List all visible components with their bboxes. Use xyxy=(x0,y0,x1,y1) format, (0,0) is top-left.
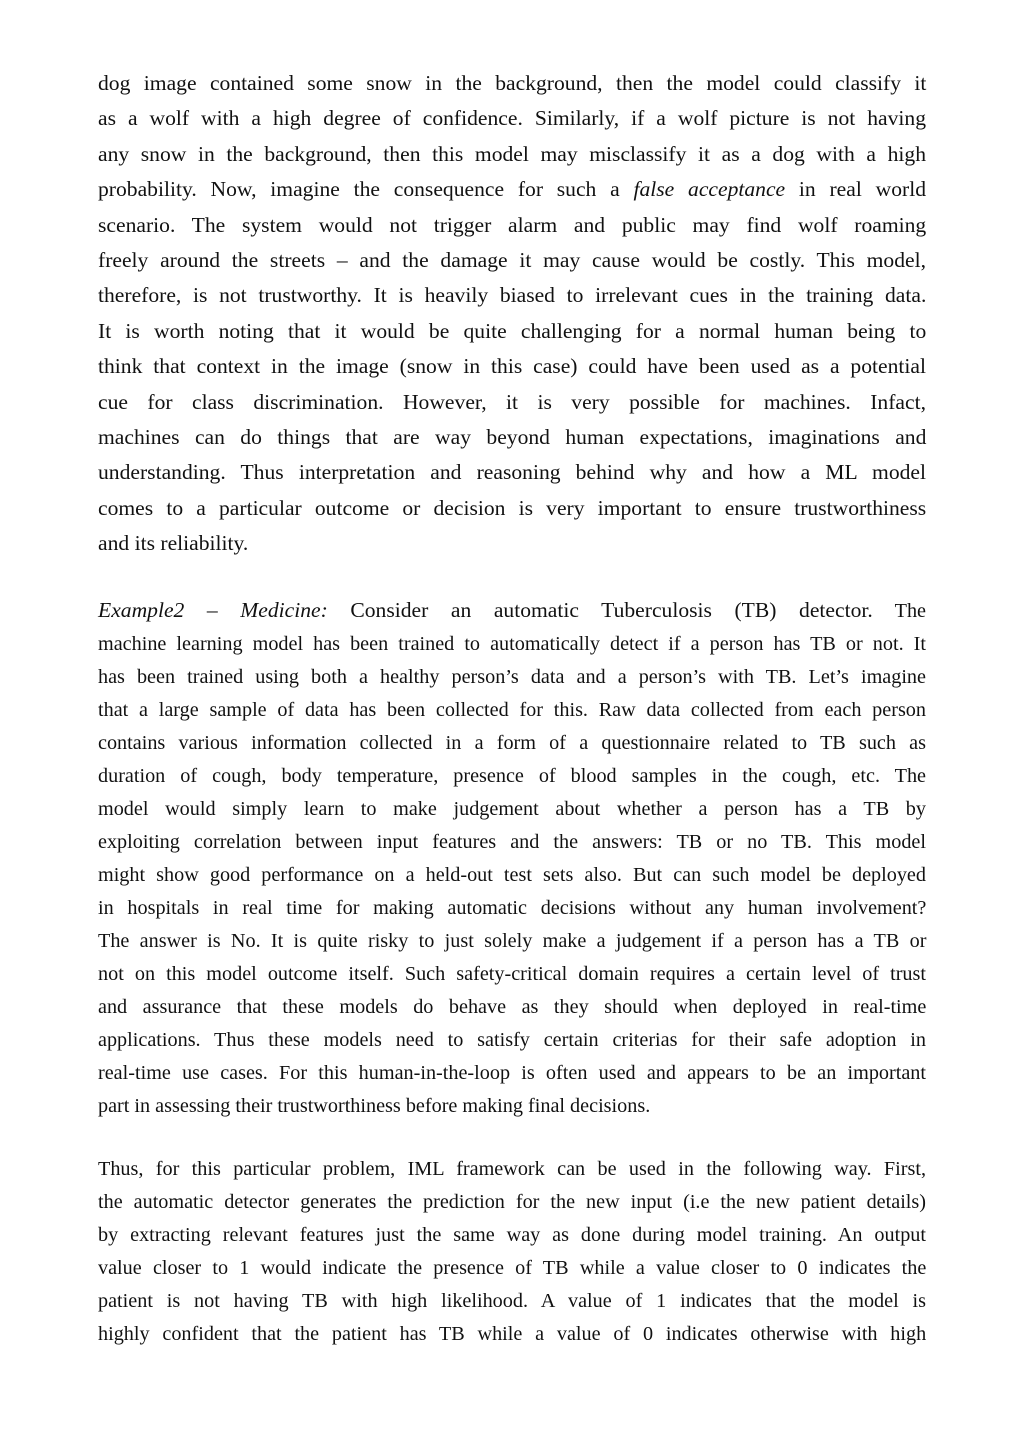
text-line: in hospitals in real time for making automatic decisions without any human involvement? xyxy=(98,897,927,919)
text-line: any snow in the background, then this model may misclassify it as a dog with a high xyxy=(98,141,926,166)
text-line: machine learning model has been trained to automatically detect if a person has TB or not. It xyxy=(98,633,927,655)
text-segment: The xyxy=(872,600,926,622)
emphasized-term: false acceptance xyxy=(633,177,786,202)
text-line: therefore, is not trustworthy. It is heavily biased to irrelevant cues in the training data. xyxy=(98,283,927,308)
text-line: scenario. The system would not trigger alarm and public may find wolf roaming xyxy=(98,212,927,237)
text-line: value closer to 1 would indicate the presence of TB while a value closer to 0 indicates the xyxy=(98,1257,927,1279)
text-line: has been trained using both a healthy person’s data and a person’s with TB. Let’s imagine xyxy=(98,666,926,688)
text-line: understanding. Thus interpretation and reasoning behind why and how a ML model xyxy=(98,460,926,485)
text-line: real-time use cases. For this human-in-the-loop is often used and appears to be an important xyxy=(98,1062,926,1084)
text-segment: probability. Now, imagine the consequence for such a xyxy=(98,177,634,202)
text-line: not on this model outcome itself. Such safety-critical domain requires a certain level of trust xyxy=(98,963,926,985)
text-line: and assurance that these models do behave as they should when deployed in real-time xyxy=(98,996,927,1018)
text-line: the automatic detector generates the prediction for the new input (i.e the new patient details) xyxy=(98,1191,926,1213)
text-line: patient is not having TB with high likelihood. A value of 1 indicates that the model is xyxy=(98,1290,926,1312)
text-line xyxy=(98,172,926,207)
text-line: machines can do things that are way beyond human expectations, imaginations and xyxy=(98,425,927,450)
text-line: Thus, for this particular problem, IML framework can be used in the following way. First, xyxy=(98,1158,926,1180)
text-line: comes to a particular outcome or decision is very important to ensure trustworthiness xyxy=(98,495,927,520)
paragraph-medicine-example xyxy=(98,594,926,1123)
text-line: freely around the streets – and the damage it may cause would be costly. This model, xyxy=(98,248,926,273)
text-line: and its reliability. xyxy=(98,531,249,556)
text-line: highly confident that the patient has TB while a value of 0 indicates otherwise with high xyxy=(98,1323,927,1345)
example-heading: Example2 – Medicine: xyxy=(98,598,328,622)
text-segment: Consider an automatic Tuberculosis (TB) detector. xyxy=(327,598,873,622)
text-line xyxy=(98,594,926,628)
text-line: exploiting correlation between input features and the answers: TB or no TB. This model xyxy=(98,831,926,853)
text-line: The answer is No. It is quite risky to just solely make a judgement if a person has a TB or xyxy=(98,930,927,952)
text-line: It is worth noting that it would be quite challenging for a normal human being to xyxy=(98,318,927,343)
text-line: dog image contained some snow in the background, then the model could classify it xyxy=(98,71,927,95)
text-line: model would simply learn to make judgement about whether a person has a TB by xyxy=(98,798,926,820)
text-line: contains various information collected in a form of a questionnaire related to TB such as xyxy=(98,732,926,754)
text-line: applications. Thus these models need to satisfy certain criterias for their safe adoption in xyxy=(98,1029,926,1051)
text-line: think that context in the image (snow in this case) could have been used as a potential xyxy=(98,354,926,379)
paragraph-wolf-example xyxy=(98,66,926,562)
text-line: part in assessing their trustworthiness before making final decisions. xyxy=(98,1095,651,1117)
text-line: might show good performance on a held-out test sets also. But can such model be deployed xyxy=(98,864,926,886)
text-line: duration of cough, body temperature, presence of blood samples in the cough, etc. The xyxy=(98,765,926,787)
paragraph-iml-framework xyxy=(98,1153,926,1351)
text-segment: in real world xyxy=(785,177,926,202)
text-line: as a wolf with a high degree of confidence. Similarly, if a wolf picture is not having xyxy=(98,106,926,131)
text-line: cue for class discrimination. However, it is very possible for machines. Infact, xyxy=(98,389,926,414)
text-line: that a large sample of data has been collected for this. Raw data collected from each person xyxy=(98,699,926,721)
text-line: by extracting relevant features just the same way as done during model training. An output xyxy=(98,1224,926,1246)
